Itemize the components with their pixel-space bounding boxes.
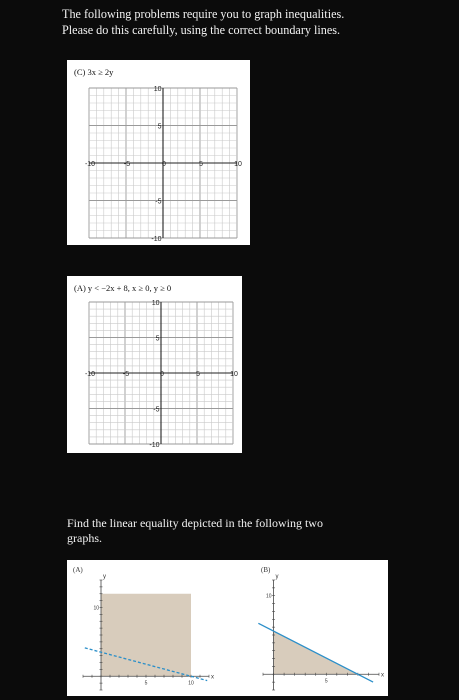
graph-a-label: (A): [73, 566, 83, 574]
x-tick-label: 5: [324, 678, 328, 685]
y-tick-label: 10: [93, 605, 99, 612]
x-tick-label: 0: [160, 371, 164, 378]
x-tick-label: -5: [122, 371, 130, 378]
y-axis-label: y: [103, 574, 106, 580]
instructions-line-2: Please do this carefully, using the correct boundary lines.: [62, 23, 341, 37]
problem-c-label: (C) 3x ≥ 2y: [74, 67, 114, 77]
y-tick-label: 5: [157, 123, 162, 131]
instructions-line-1: The following problems require you to graph inequalities.: [62, 7, 345, 21]
x-tick-label: 10: [234, 161, 242, 168]
problem-c-panel: [67, 60, 250, 245]
instructions: [62, 6, 392, 50]
y-tick-label: 10: [265, 593, 272, 600]
problem-a-grid[interactable]: [67, 276, 242, 453]
graph-a-plot: [67, 560, 388, 696]
x-tick-label: 0: [162, 161, 166, 168]
problem-a-panel: [67, 276, 242, 453]
x-tick-label: -5: [123, 161, 131, 168]
graphs-panel: [67, 560, 388, 696]
x-tick-label: 10: [188, 680, 194, 687]
y-tick-label: 10: [151, 300, 160, 307]
x-tick-label: 5: [199, 161, 203, 168]
x-axis-label: x: [211, 674, 214, 681]
x-tick-label: 5: [144, 680, 148, 687]
problem-c-grid[interactable]: [67, 60, 250, 245]
find-instructions: [67, 516, 387, 546]
y-tick-label: -5: [153, 406, 160, 414]
graph-b-label: (B): [261, 566, 271, 574]
x-tick-label: -10: [84, 371, 96, 378]
y-tick-label: -10: [151, 236, 162, 243]
problem-a-label: (A) y < −2x + 8, x ≥ 0, y ≥ 0: [74, 283, 172, 293]
y-tick-label: -5: [155, 198, 162, 206]
y-tick-label: 5: [155, 335, 160, 343]
x-tick-label: -10: [84, 161, 96, 168]
x-tick-label: 5: [196, 371, 200, 378]
x-tick-label: 10: [230, 371, 238, 378]
find-line-2: graphs.: [67, 531, 102, 545]
shaded-region: [101, 594, 191, 677]
find-line-1: Find the linear equality depicted in the following two: [67, 516, 323, 530]
x-axis-label: x: [381, 672, 384, 679]
y-tick-label: 10: [153, 86, 162, 93]
y-tick-label: -10: [149, 442, 160, 449]
y-axis-label: y: [275, 574, 279, 580]
